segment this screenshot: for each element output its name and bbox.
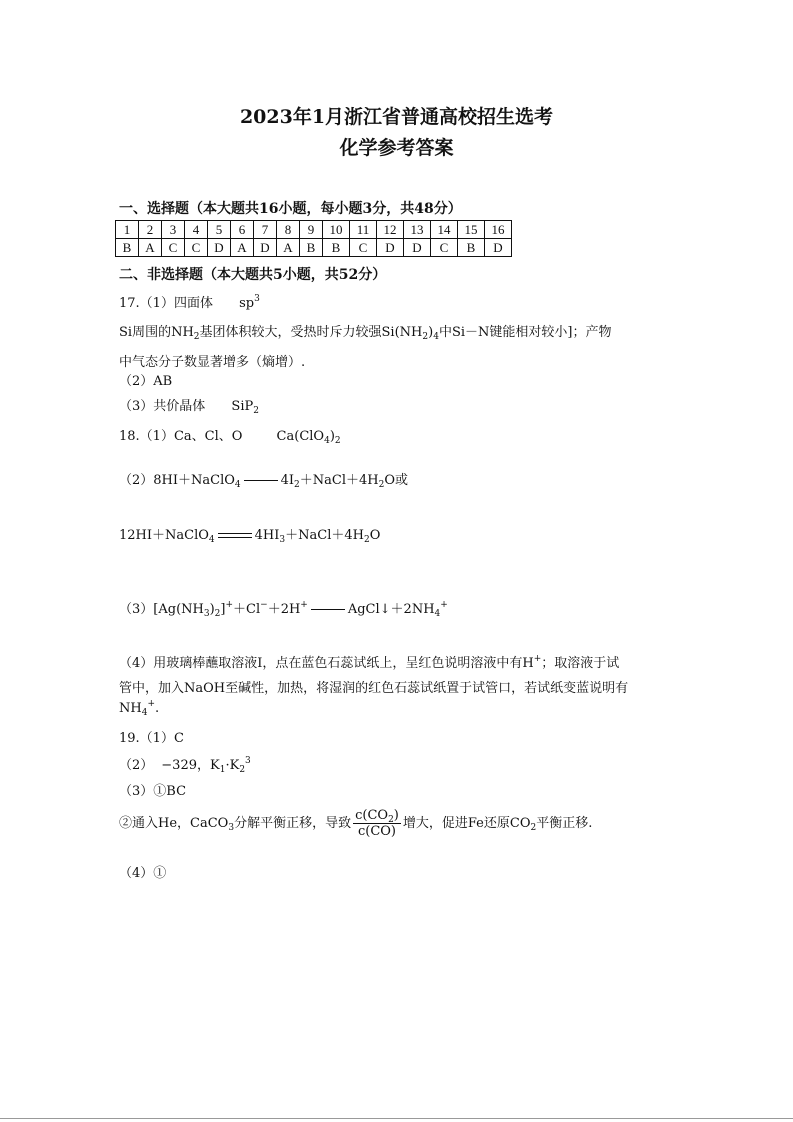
q18-p4-sup2: + — [147, 699, 155, 709]
q19-k-sub1: 1 — [219, 765, 226, 775]
q18-f-sub: 4 — [324, 436, 330, 446]
q18-part3-label: （3） — [119, 602, 154, 617]
q18-part3 — [119, 598, 448, 617]
q17-part3 — [119, 395, 259, 414]
q18-part2-equation2 — [119, 524, 380, 543]
q17-part1-label: 17.（1）四面体 — [119, 296, 213, 311]
q19-p3b-b: 分解平衡正移，导致 — [234, 816, 352, 831]
q17-exp-c-sub2: 4 — [433, 332, 439, 342]
answer-cell: C — [185, 239, 208, 257]
q18-part4-line3 — [119, 701, 159, 716]
question-number: 16 — [485, 221, 512, 239]
q19-part4: （4）① — [119, 866, 167, 881]
question-number: 8 — [277, 221, 300, 239]
fraction-denominator: c(CO) — [357, 824, 396, 839]
q17-formula-text: SiP — [231, 399, 254, 414]
q19-p3b-d: 平衡正移. — [536, 816, 593, 831]
q17-explanation-line2: 中气态分子数显著增多（熵增）. — [119, 355, 306, 370]
q18-eq2-sub3: 2 — [363, 535, 370, 545]
q18-eq2-sub1: 4 — [208, 535, 215, 545]
question-number: 13 — [404, 221, 431, 239]
q17-exp-a-sub: 2 — [193, 332, 200, 342]
q19-p3b-sub2: 2 — [530, 823, 537, 833]
q18-p3-a: [Ag(NH — [153, 602, 204, 617]
question-number: 14 — [431, 221, 458, 239]
q17-explanation-line1 — [119, 321, 611, 340]
page-title: 2023年1月浙江省普通高校招生选考 — [239, 106, 554, 128]
page-bottom-rule — [0, 1118, 793, 1119]
q18-eq2-c: ＋NaCl＋4H — [285, 528, 364, 543]
q17-exp-a: Si周围的NH — [119, 325, 194, 340]
q18-p3-e: ＋2H — [267, 602, 301, 617]
q18-p4-l1b: ；取溶液于试 — [541, 656, 620, 671]
answer-letter-row — [116, 239, 512, 257]
q18-part1 — [119, 425, 341, 444]
answer-cell: A — [277, 239, 300, 257]
answer-cell: C — [431, 239, 458, 257]
q18-p4-l1: （4）用玻璃棒蘸取溶液Ⅰ，点在蓝色石蕊试纸上，呈红色说明溶液中有H — [119, 656, 534, 671]
q17-hyb-sup: 3 — [254, 294, 260, 304]
frac-num-close: ) — [393, 808, 399, 823]
answer-cell: B — [116, 239, 139, 257]
answer-cell: C — [162, 239, 185, 257]
q18-p3-sup3: + — [300, 600, 308, 610]
question-number: 11 — [350, 221, 377, 239]
q19-p3b-a: ②通入He，CaCO — [119, 816, 229, 831]
answer-number-row — [116, 221, 512, 239]
q17-part3-label: （3）共价晶体 — [119, 399, 206, 414]
section2-heading: 二、非选择题（本大题共5小题，共52分） — [119, 267, 387, 283]
q19-part2 — [119, 754, 251, 773]
reaction-arrow — [311, 609, 345, 610]
question-number: 6 — [231, 221, 254, 239]
q18-part2-equation1 — [119, 469, 408, 488]
q19-part1: 19.（1）C — [119, 731, 184, 746]
q18-part1-label: 18.（1）Ca、Cl、O — [119, 429, 243, 444]
answer-cell: B — [300, 239, 323, 257]
question-number: 3 — [162, 221, 185, 239]
q18-f-a: Ca(ClO — [276, 429, 325, 444]
q19-p2-value: −329， — [161, 758, 210, 773]
q18-p3-sup2: − — [260, 600, 268, 610]
q17-hyb-text: sp — [239, 296, 255, 311]
q17-part2: （2）AB — [119, 374, 173, 389]
q17-exp-c-sub1: 2 — [422, 332, 429, 342]
q18-p4-l3: NH — [119, 701, 142, 716]
frac-num-text: c(CO — [355, 808, 389, 823]
answer-cell: B — [458, 239, 485, 257]
q17-exp-c-close: ) — [428, 325, 434, 340]
q17-exp-c: Si(NH — [381, 325, 423, 340]
q18-p3-sub2: 2 — [214, 609, 221, 619]
q18-eq1-sub2: 2 — [294, 480, 300, 490]
q19-part3b — [119, 808, 592, 839]
answer-cell: D — [485, 239, 512, 257]
q18-eq1-prod-c: O或 — [384, 473, 409, 488]
question-number: 9 — [300, 221, 323, 239]
q19-p3b-c: 增大，促进Fe还原CO — [402, 816, 531, 831]
q19-p3b-sub1: 3 — [228, 823, 235, 833]
q18-p3-sup1: + — [225, 600, 234, 610]
answer-table — [115, 220, 512, 257]
equals-sign — [218, 533, 252, 538]
concentration-ratio-fraction — [353, 808, 401, 839]
section1-heading: 一、选择题（本大题共16小题，每小题3分，共48分） — [119, 201, 462, 217]
page-subtitle: 化学参考答案 — [339, 137, 454, 159]
question-number: 15 — [458, 221, 485, 239]
q18-part1-formula — [277, 429, 341, 444]
q18-eq1-sub1: 4 — [234, 480, 241, 490]
q18-p3-d: ＋Cl — [233, 602, 261, 617]
q17-exp-d: 中Si－N键能相对较小]；产物 — [438, 325, 612, 340]
q18-p3-sub3: 4 — [434, 609, 441, 619]
answer-cell: A — [231, 239, 254, 257]
q18-p3-sup4: + — [440, 600, 448, 610]
q17-exp-b: 基团体积较大，受热时斥力较强 — [199, 325, 382, 340]
question-number: 10 — [323, 221, 350, 239]
answer-cell: D — [404, 239, 431, 257]
q19-k-sup: 3 — [245, 756, 251, 766]
question-number: 5 — [208, 221, 231, 239]
q18-part4-line1 — [119, 652, 619, 671]
q18-p3-c: ] — [220, 602, 226, 617]
reaction-arrow — [244, 480, 278, 481]
answer-cell: D — [377, 239, 404, 257]
q18-p3-b: ) — [209, 602, 215, 617]
answer-cell: A — [139, 239, 162, 257]
q18-p4-end: . — [155, 701, 160, 716]
answer-cell: D — [254, 239, 277, 257]
answer-cell: B — [323, 239, 350, 257]
q18-eq2-b: 4HI — [254, 528, 280, 543]
frac-num-sub: 2 — [388, 815, 394, 825]
q19-k-sub2: 2 — [239, 765, 246, 775]
question-number: 12 — [377, 221, 404, 239]
q18-eq1-sub3: 2 — [378, 480, 385, 490]
q18-f-sub2: 2 — [334, 436, 341, 446]
q19-p2-label: （2） — [119, 758, 154, 773]
q18-f-b: ) — [329, 429, 335, 444]
q18-p4-sub: 4 — [141, 708, 148, 718]
q17-part3-formula — [231, 399, 259, 414]
question-number: 2 — [139, 221, 162, 239]
q18-part4-line2: 管中，加入NaOH至碱性，加热，将湿润的红色石蕊试纸置于试管口，若试纸变蓝说明有 — [119, 681, 629, 696]
q18-eq2-a: 12HI＋NaClO — [119, 528, 209, 543]
q18-p3-sub1: 3 — [203, 609, 210, 619]
q19-k-dot: ·K — [225, 758, 240, 773]
answer-cell: C — [350, 239, 377, 257]
q19-k: K — [210, 758, 220, 773]
q18-eq1-reactants: （2）8HI＋NaClO — [119, 473, 235, 488]
q19-part3: （3）①BC — [119, 784, 187, 799]
fraction-numerator — [353, 808, 401, 824]
q18-eq1-prod-b: ＋NaCl＋4H — [299, 473, 379, 488]
question-number: 4 — [185, 221, 208, 239]
question-number: 1 — [116, 221, 139, 239]
q17-hybridization — [239, 296, 260, 311]
q18-p3-f: AgCl↓＋2NH — [347, 602, 435, 617]
answer-cell: D — [208, 239, 231, 257]
question-number: 7 — [254, 221, 277, 239]
q18-eq1-prod-a: 4I — [280, 473, 295, 488]
q18-p4-sup: + — [533, 654, 542, 664]
q18-eq2-d: O — [369, 528, 381, 543]
q18-eq2-sub2: 3 — [279, 535, 286, 545]
q17-formula-sub: 2 — [253, 406, 259, 416]
q17-part1 — [119, 292, 260, 311]
